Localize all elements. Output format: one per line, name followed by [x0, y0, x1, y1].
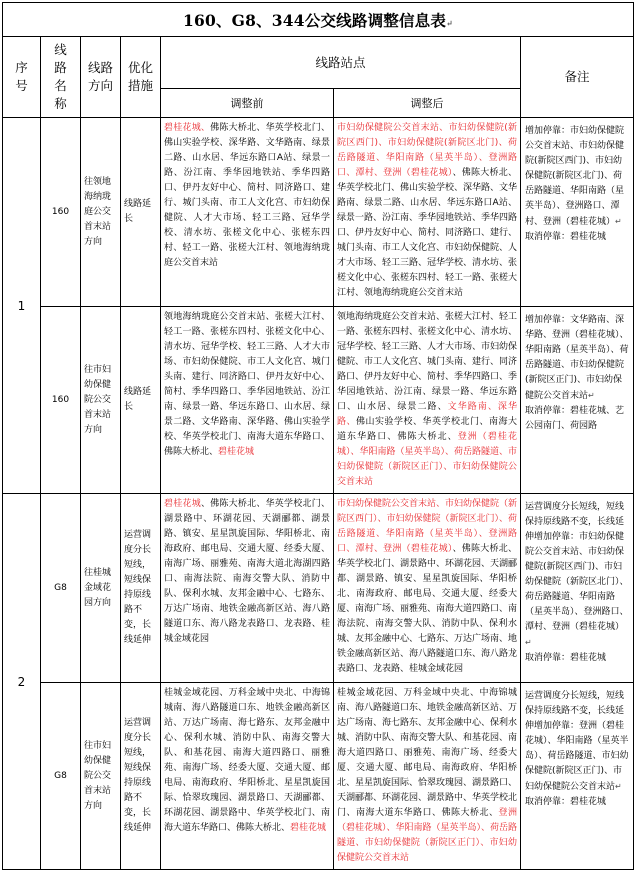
row-3-note-text: 运营调度分长短线，短线保持原线路不变，长线延伸增加停靠：市妇幼保健院公交首末站、市妇幼保健院(新院区西门)、市妇幼保健院（新院区北门）、荷岳路隧道、华阳南路（星英半岛）、登洲路口、潭村、登洲（碧桂花城）↵ 取消停靠：碧桂花城 [525, 502, 629, 663]
row-3-line-name-text: G8 [54, 583, 67, 593]
header-seq-text: 序号 [15, 60, 28, 93]
row-2-before-stops [161, 307, 334, 494]
changed-stops-segment: 登洲（碧桂花城）、华阳南路（星英半岛）、荷岳路隧道、市妇幼保健院（新院区正门）、市妇幼保健院公交首末站 [337, 432, 518, 487]
stops-segment: 领地海纳珑庭公交首末站、张槎大江村、轻工一路、张槎东四村、张槎文化中心、清水坊、冠华学校、轻工三路、人才大市场、市妇幼保健院、市工人文化宫、城门头南、建行、同济路口、伊丹友好中心、简村、季华四路口、季华园地铁站、汾江南、绿景一路、华远东路口、山水居、绿景二路、文华路南、深华路、佛山实验学校、华英学校北门、南海大道东华路口、佛陈大桥北、 [164, 312, 330, 457]
row-3-direction [81, 494, 121, 683]
row-1-direction [81, 118, 121, 307]
row-2-before-segments [164, 310, 330, 460]
note-paragraph: 取消停靠：碧桂花城 [525, 653, 607, 663]
row-2-after-stops [334, 307, 521, 494]
route-adjustment-table [2, 2, 634, 870]
note-paragraph: 运营调度分长短线，短线保持原线路不变，长线延伸增加停靠：登洲（碧桂花城）、华阳南路（星英半岛）、荷岳路隧道、市妇幼保健院(新院区正门)、市妇幼保健院公交首末站 [525, 691, 629, 792]
row-3-after-segments [337, 497, 517, 677]
header-after-text: 调整后 [410, 97, 444, 110]
header-direction [81, 37, 121, 118]
row-2-note-text: 增加停靠：文华路南、深华路、登洲（碧桂花城）、华阳南路（星英半岛）、荷岳路隧道、市妇幼保健院(新院区正门)、市妇幼保健院公交首末站↵ 取消停靠：碧桂花城、艺公园南门、荷园路 [525, 315, 629, 431]
row-4-line-name-text: G8 [54, 771, 67, 781]
header-before-text: 调整前 [230, 97, 264, 110]
row-2-line-name-text: 160 [51, 395, 70, 405]
table-row [3, 683, 634, 870]
header-measure-text: 优化措施 [127, 60, 153, 93]
row-3-measure [121, 494, 161, 683]
note-paragraph: 运营调度分长短线，短线保持原线路不变，长线延伸增加停靠：市妇幼保健院公交首末站、市妇幼保健院(新院区西门)、市妇幼保健院（新院区北门）、荷岳路隧道、华阳南路（星英半岛）、登洲路口、潭村、登洲（碧桂花城） [525, 502, 629, 632]
group-seq-1 [3, 118, 41, 494]
group-seq-1-text: 1 [17, 298, 26, 313]
changed-stops-segment: 碧桂花城 [290, 823, 327, 833]
row-3-after-stops [334, 494, 521, 683]
row-1-note-text: 增加停靠：市妇幼保健院公交首末站、市妇幼保健院(新院区西门)、市妇幼保健院(新院区北门)、荷岳路隧道、华阳南路（星英半岛）、登洲路口、潭村、登洲（碧桂花城）↵ 取消停靠：碧桂花城 [525, 126, 625, 242]
changed-stops-segment: 文华路南、深华路、 [337, 402, 517, 427]
stops-segment: 佛陈大桥北、华英学校北门、佛山实验学校、深华路、文华路南、绿景二路、山水居、华远东路口A站、绿景一路、汾江南、季华园地铁站、季华四路口、伊丹友好中心、简村、同济路口、建行、城门头南、市工人文化宫、市妇幼保健院、人才大市场、轻工三路、冠华学校、清水坊、张槎文化中心、张槎东四村、轻工一路、张槎大江村、领地海纳珑庭公交首末站 [164, 123, 330, 268]
row-1-line-name [41, 118, 81, 307]
row-3-line-name [41, 494, 81, 683]
header-seq [3, 37, 41, 118]
stops-segment: 桂城金域花园、万科金域中央北、中海锦城南、海八路隧道口东、地铁金融高新区站、万达广场南、海七路东、友邦金融中心、保利水城、消防中队、南海交警大队、和基花园、南海大道四路口、丽雅苑、南海广场、经委大厦、交通大厦、邮电局、南海政府、华阳桥北、星星凯旋国际、恰翠玫瑰园、湖景路口、天湖郦都、环湖花园、湖景路中、华英学校北门、南海大道东华路口、佛陈大桥北、 [164, 688, 330, 833]
stops-segment: 、佛陈大桥北、华英学校北门、湖景路中、环湖花园、天湖郦都、湖景路、镇安、星星凯旋国际、华阳桥北、南海政府、邮电局、交通大厦、经委大厦、南海广场、丽雅苑、南海大道北海湖四路口、南海法院、南海交警大队、消防中队、保利水城、友邦金融中心、七路东、万达广场南、地铁金融高新区站、海八路隧道口东、海八路龙表路口、龙表路、桂城金域花园 [164, 499, 330, 644]
table-row [3, 118, 634, 307]
note-paragraph: 取消停靠：碧桂花城 [525, 232, 607, 242]
header-measure [121, 37, 161, 118]
row-4-note [521, 683, 634, 870]
row-2-measure [121, 307, 161, 494]
row-3-before-stops [161, 494, 334, 683]
row-4-line-name [41, 683, 81, 870]
table-row [3, 494, 634, 683]
row-4-direction-text: 往市妇幼保健院公交首末站方向 [84, 740, 112, 811]
row-2-measure-text: 线路延长 [124, 387, 152, 412]
group-seq-2-text: 2 [17, 674, 26, 689]
row-1-line-name-text: 160 [51, 207, 70, 217]
row-2-direction [81, 307, 121, 494]
row-1-direction-text: 往领地海纳珑庭公交首末站方向 [84, 176, 112, 247]
header-direction-text: 线路方向 [87, 60, 113, 93]
note-paragraph: 取消停靠：碧桂花城、艺公园南门、荷园路 [525, 406, 625, 431]
header-stations-text: 线路站点 [315, 54, 366, 70]
row-4-after-segments [337, 686, 517, 866]
table-title: 160、G8、344公交线路调整信息表↵ [3, 3, 634, 37]
row-3-note [521, 494, 634, 683]
header-stations [161, 37, 521, 89]
changed-stops-segment: 登洲（碧桂花城）、华阳南路（星英半岛）、荷岳路隧道、市妇幼保健院（新院区正门）、市妇幼保健院公交首末站 [337, 808, 518, 863]
row-4-measure [121, 683, 161, 870]
stops-segment: 佛山实验学校、华英学校北门、南海大道东华路口、佛陈大桥北、 [337, 417, 517, 442]
row-2-direction-text: 往市妇幼保健院公交首末站方向 [84, 364, 112, 435]
row-4-note-text: 运营调度分长短线，短线保持原线路不变，长线延伸增加停靠：登洲（碧桂花城）、华阳南路（星英半岛）、荷岳路隧道、市妇幼保健院(新院区正门)、市妇幼保健院公交首末站↵ 取消停靠：碧桂花城 [525, 691, 629, 807]
changed-stops-segment: 市妇幼保健院公交首末站、市妇幼保健院(新院区西门)、市妇幼保健院(新院区北门)、荷岳路隧道、华阳南路（星英半岛）、登洲路口、潭村、登洲（碧桂花城） [337, 123, 517, 178]
note-paragraph: 取消停靠：碧桂花城 [525, 797, 607, 807]
header-note-text: 备注 [564, 69, 590, 84]
row-4-before-segments [164, 686, 330, 836]
stops-segment: 桂城金域花园、万科金域中央北、中海锦城南、海八路隧道口东、地铁金融高新区站、万达广场南、海七路东、友邦金融中心、保利水城、消防中队、南海交警大队、和基花园、南海大道四路口、丽雅苑、南海广场、经委大厦、交通大厦、邮电局、南海政府、华阳桥北、星星凯旋国际、恰翠玫瑰园、湖景路口、天湖郦都、环湖花园、湖景路中、华英学校北门、南海大道东华路口、佛陈大桥北、 [337, 688, 518, 818]
group-seq-2 [3, 494, 41, 870]
row-1-measure [121, 118, 161, 307]
row-3-direction-text: 往桂城金域花园方向 [84, 567, 112, 608]
changed-stops-segment: 碧桂花城 [218, 447, 255, 457]
header-note [521, 37, 634, 118]
row-1-before-stops [161, 118, 334, 307]
changed-stops-segment: 碧桂花城、 [164, 123, 211, 133]
row-1-measure-text: 线路延长 [124, 199, 152, 224]
row-4-before-stops [161, 683, 334, 870]
stops-segment: 领地海纳珑庭公交首末站、张槎大江村、轻工一路、张槎东四村、张槎文化中心、清水坊、冠华学校、轻工三路、人才大市场、市妇幼保健院、市工人文化宫、城门头南、建行、同济路口、伊丹友好中心、简村、季华四路口、季华园地铁站、汾江南、绿景一路、华远东路口、山水居、绿景二路、 [337, 312, 518, 412]
row-4-measure-text: 运营调度分长短线，短线保持原线路不变，长线延伸 [124, 718, 152, 833]
table-title-text: 160、G8、344公交线路调整信息表 [183, 10, 447, 30]
table-row [3, 307, 634, 494]
stops-segment: 、佛陈大桥北、华英学校北门、湖景路中、环湖花园、天湖郦都、湖景路、镇安、星星凯旋国际、华阳桥北、南海政府、邮电局、交通大厦、经委大厦、南海广场、丽雅苑、南海大道四路口、南海法院、南海交警大队、消防中队、保利水城、友邦金融中心、七路东、万达广场南、地铁金融高新区站、海八路隧道口东、海八路龙表路口、龙表路、桂城金域花园 [337, 544, 518, 674]
changed-stops-segment: 市妇幼保健院公交首末站、市妇幼保健院（新院区西门）、市妇幼保健院（新院区北门）、荷岳路隧道、华阳南路（星英半岛）、登洲路口、潭村、登洲（碧桂花城） [337, 499, 518, 554]
row-4-direction [81, 683, 121, 870]
row-1-after-segments [337, 121, 517, 301]
header-before [161, 89, 334, 118]
header-after [334, 89, 521, 118]
row-1-after-stops [334, 118, 521, 307]
header-line-name [41, 37, 81, 118]
changed-stops-segment: 碧桂花城 [164, 499, 201, 509]
row-3-before-segments [164, 497, 330, 647]
row-4-after-stops [334, 683, 521, 870]
stops-segment: 、佛陈大桥北、华英学校北门、佛山实验学校、深华路、文华路南、绿景二路、山水居、华远东路口A站、绿景一路、汾江南、季华园地铁站、季华四路口、伊丹友好中心、简村、同济路口、建行、城门头南、市工人文化宫、市妇幼保健院、人才大市场、轻工三路、冠华学校、清水坊、张槎文化中心、张槎东四村、轻工一路、张槎大江村、领地海纳珑庭公交首末站 [337, 168, 518, 298]
row-2-note [521, 307, 634, 494]
row-3-measure-text: 运营调度分长短线，短线保持原线路不变，长线延伸 [124, 530, 152, 645]
row-1-note [521, 118, 634, 307]
row-1-before-segments [164, 121, 330, 271]
row-2-line-name [41, 307, 81, 494]
note-paragraph: 增加停靠：市妇幼保健院公交首末站、市妇幼保健院(新院区西门)、市妇幼保健院(新院区北门)、荷岳路隧道、华阳南路（星英半岛）、登洲路口、潭村、登洲（碧桂花城） [525, 126, 625, 227]
note-paragraph: 增加停靠：文华路南、深华路、登洲（碧桂花城）、华阳南路（星英半岛）、荷岳路隧道、市妇幼保健院(新院区正门)、市妇幼保健院公交首末站 [525, 315, 629, 401]
header-line-name-text: 线路名称 [54, 42, 67, 111]
row-2-after-segments [337, 310, 517, 490]
